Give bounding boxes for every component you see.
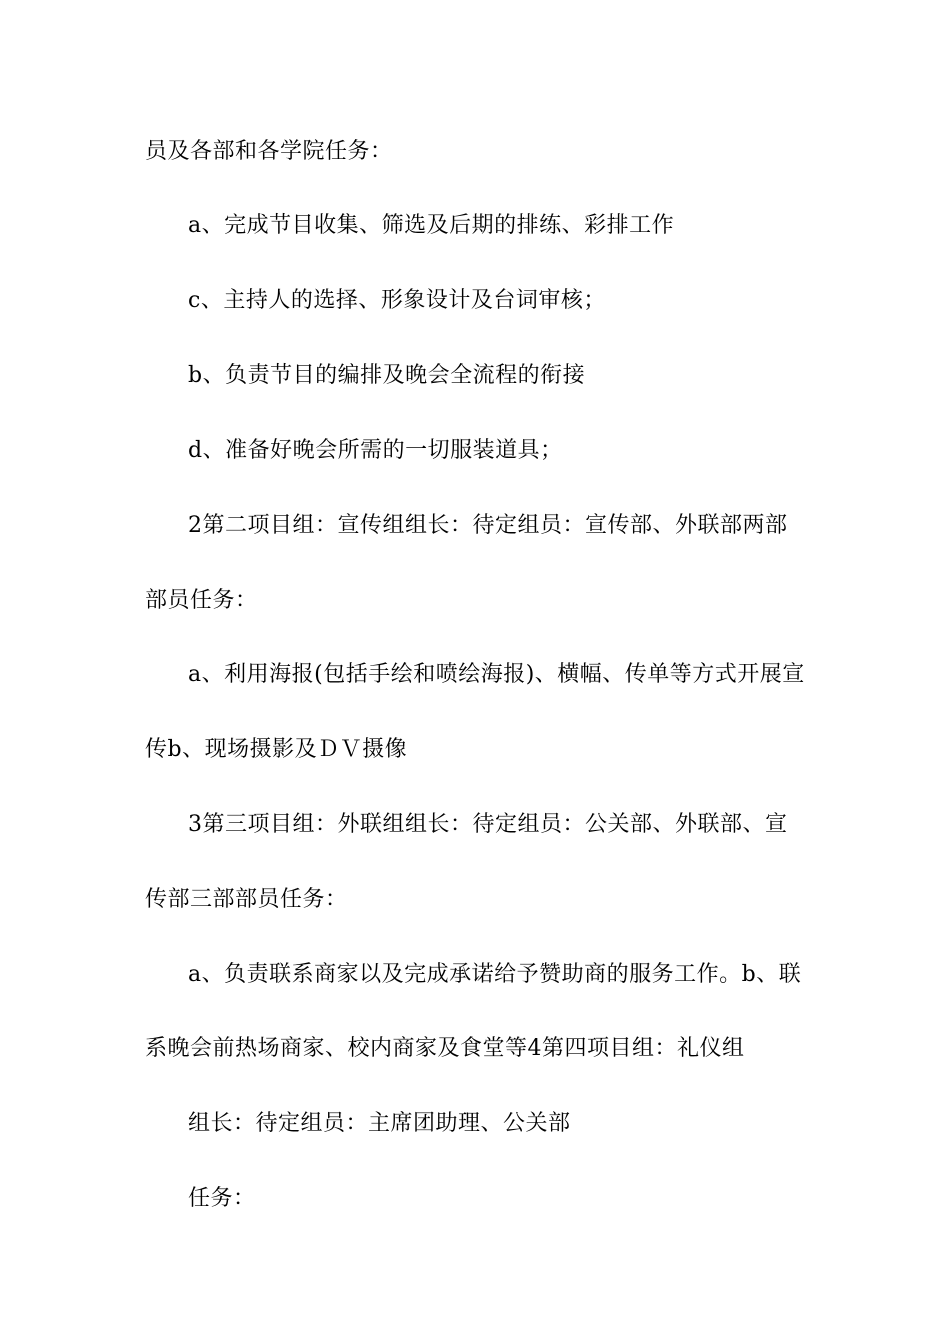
text-line: b、负责节目的编排及晚会全流程的衔接 xyxy=(188,363,586,388)
text-line: 传b、现场摄影及ＤＶ摄像 xyxy=(145,737,408,762)
text-line: 传部三部部员任务： xyxy=(145,887,348,912)
text-line: 员及各部和各学院任务： xyxy=(145,139,393,164)
text-line: a、完成节目收集、筛选及后期的排练、彩排工作 xyxy=(188,213,675,238)
text-line: d、准备好晚会所需的一切服装道具； xyxy=(188,438,563,463)
text-line: c、主持人的选择、形象设计及台词审核； xyxy=(188,288,606,313)
text-line: 部员任务： xyxy=(145,588,258,613)
text-line: 3第三项目组：外联组组长：待定组员：公关部、外联部、宣 xyxy=(188,812,788,837)
text-line: 组长：待定组员：主席团助理、公关部 xyxy=(188,1111,571,1136)
text-line: 任务： xyxy=(188,1186,256,1211)
text-line: a、负责联系商家以及完成承诺给予赞助商的服务工作。b、联 xyxy=(188,962,802,987)
text-line: 系晚会前热场商家、校内商家及食堂等4第四项目组：礼仪组 xyxy=(145,1036,745,1061)
text-line: a、利用海报(包括手绘和喷绘海报)、横幅、传单等方式开展宣 xyxy=(188,662,805,687)
text-line: 2第二项目组：宣传组组长：待定组员：宣传部、外联部两部 xyxy=(188,513,788,538)
